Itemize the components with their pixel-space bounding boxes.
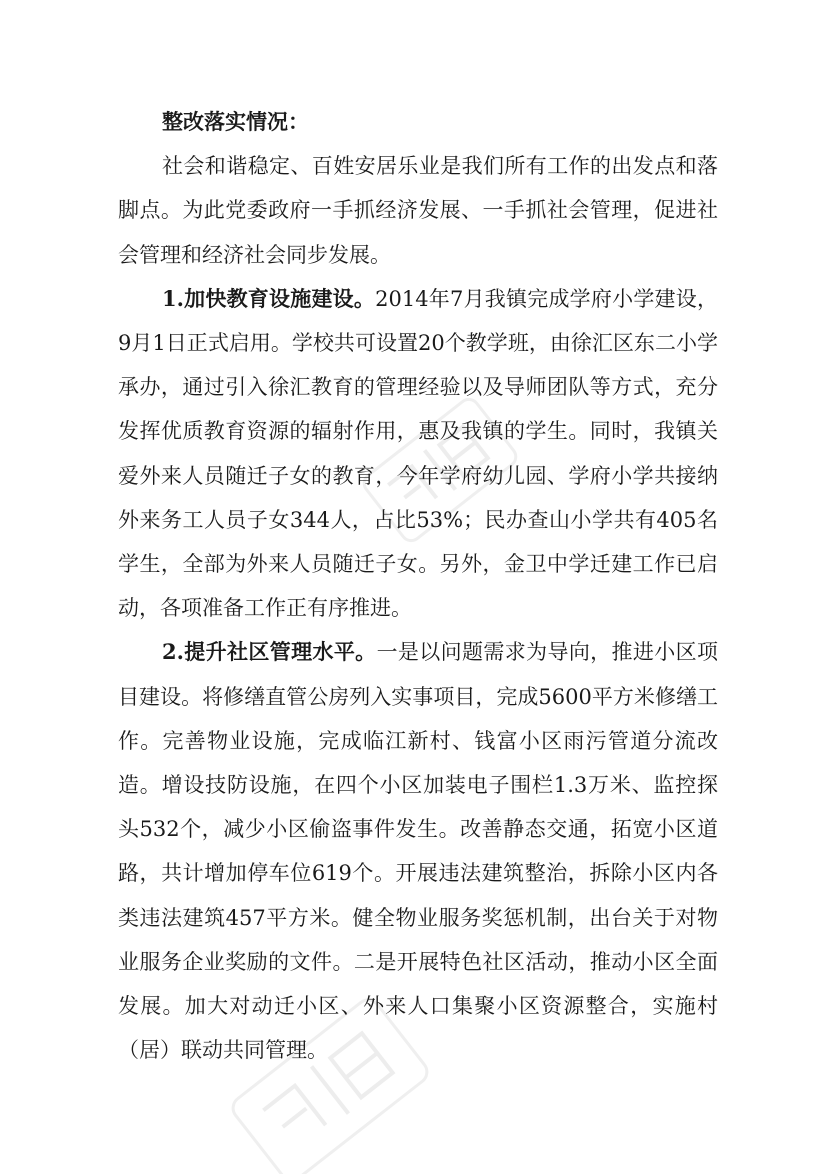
section-2-body: 一是以问题需求为导向，推进小区项目建设。将修缮直管公房列入实事项目，完成5600平方米修缮工作。完善物业设施，完成临江新村、钱富小区雨污管道分流改造。增设技防设施，在四个小区加装电子围栏1.3万米、监控探头532个，减少小区偷盗事件发生。改善静态交通，拓宽小区道路，共计增加停车位619个。开展违法建筑整治，拆除小区内各类违法建筑457平方米。健全物业服务奖惩机制，出台关于对物业服务企业奖励的文件。二是开展特色社区活动，推动小区全面发展。加大对动迁小区、外来人口集聚小区资源整合，实施村（居）联动共同管理。 xyxy=(118,640,718,1063)
section-heading: 整改落实情况： xyxy=(162,109,309,134)
intro-paragraph: 社会和谐稳定、百姓安居乐业是我们所有工作的出发点和落脚点。为此党委政府一手抓经济发展、一手抓社会管理，促进社会管理和经济社会同步发展。 xyxy=(118,154,718,267)
section-2-paragraph xyxy=(118,630,718,1072)
document-body xyxy=(118,100,718,1072)
section-2-title: 2.提升社区管理水平。 xyxy=(162,639,377,665)
section-1-paragraph xyxy=(118,277,718,631)
section-1-body: 2014年7月我镇完成学府小学建设，9月1日正式启用。学校共可设置20个教学班，由徐汇区东二小学承办，通过引入徐汇教育的管理经验以及导师团队等方式，充分发挥优质教育资源的辐射作用，惠及我镇的学生。同时，我镇关爱外来人员随迁子女的教育，今年学府幼儿园、学府小学共接纳外来务工人员子女344人，占比53%；民办查山小学共有405名学生，全部为外来人员随迁子女。另外，金卫中学迁建工作已启动，各项准备工作正有序推进。 xyxy=(118,286,718,621)
section-1-title: 1.加快教育设施建设。 xyxy=(162,285,376,311)
